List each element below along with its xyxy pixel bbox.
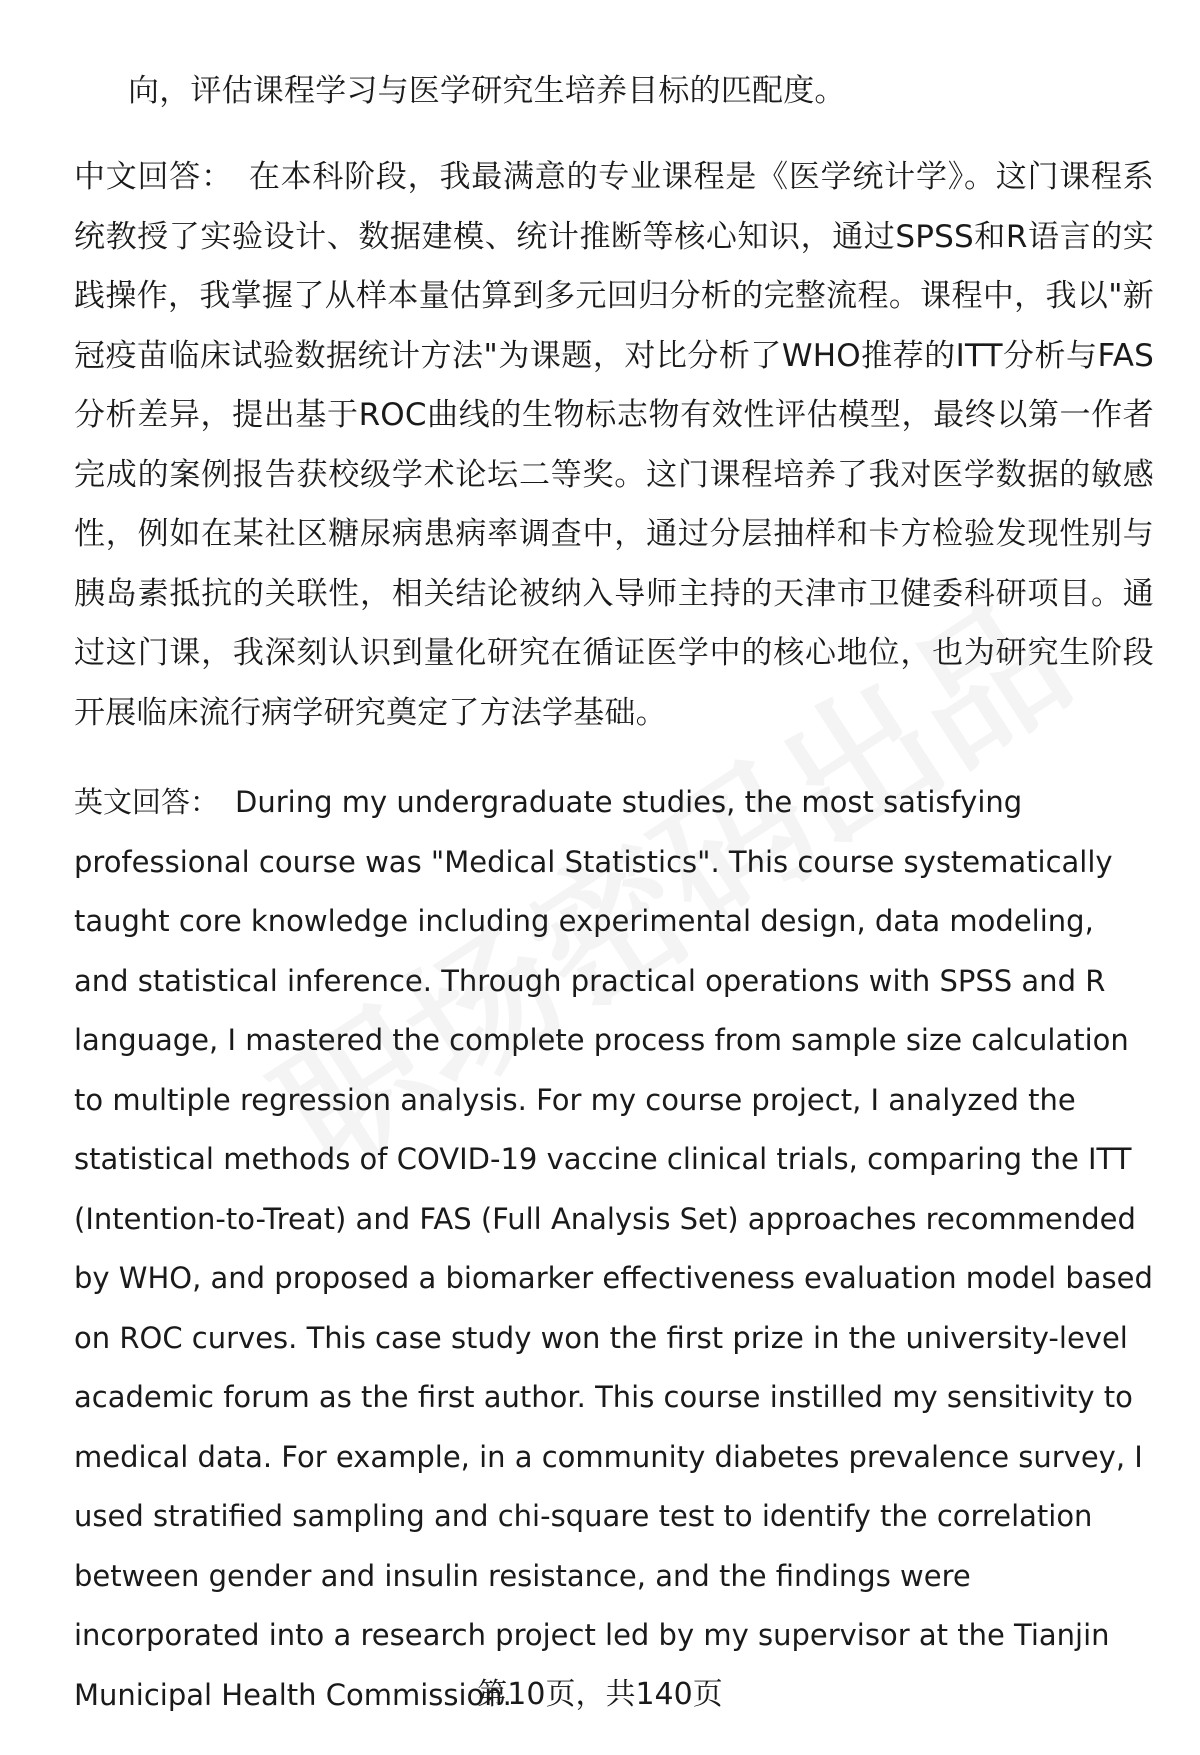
continuation-paragraph: 向，评估课程学习与医学研究生培养目标的匹配度。: [128, 73, 846, 109]
english-answer-paragraph: [74, 773, 1154, 1725]
english-answer-text: During my undergraduate studies, the most satisfying professional course was "Medical Statistics". This course systematically taught core knowledge including experimental design, data modeling, and statistical inference. Through practical operations with SPSS and R language, I mastered the complete process from sample size calculation to multiple regression analysis. For my course project, I analyzed the statistical methods of COVID-19 vaccine clinical trials, comparing the ITT (Intention-to-Treat) and FAS (Full Analysis Set) approaches recommended by WHO, and proposed a biomarker effectiveness evaluation model based on ROC curves. This case study won the first prize in the university-level academic forum as the first author. This course instilled my sensitivity to medical data. For example, in a community diabetes prevalence survey, I used stratified sampling and chi-square test to identify the correlation between gender and insulin resistance, and the findings were incorporated into a research project led by my supervisor at the Tianjin Municipal Health Commission.: [74, 785, 1153, 1712]
english-answer-label: 英文回答：: [74, 785, 220, 819]
chinese-answer-paragraph: [74, 148, 1154, 743]
chinese-answer-label: 中文回答：: [74, 159, 233, 195]
chinese-answer-text: 在本科阶段，我最满意的专业课程是《医学统计学》。这门课程系统教授了实验设计、数据建模、统计推断等核心知识，通过SPSS和R语言的实践操作，我掌握了从样本量估算到多元回归分析的完整流程。课程中，我以"新冠疫苗临床试验数据统计方法"为课题，对比分析了WHO推荐的ITT分析与FAS分析差异，提出基于ROC曲线的生物标志物有效性评估模型，最终以第一作者完成的案例报告获校级学术论坛二等奖。这门课程培养了我对医学数据的敏感性，例如在某社区糖尿病患病率调查中，通过分层抽样和卡方检验发现性别与胰岛素抵抗的关联性，相关结论被纳入导师主持的天津市卫健委科研项目。通过这门课，我深刻认识到量化研究在循证医学中的核心地位，也为研究生阶段开展临床流行病学研究奠定了方法学基础。: [74, 159, 1155, 731]
page-number-footer: 第10页，共140页: [477, 1677, 723, 1712]
